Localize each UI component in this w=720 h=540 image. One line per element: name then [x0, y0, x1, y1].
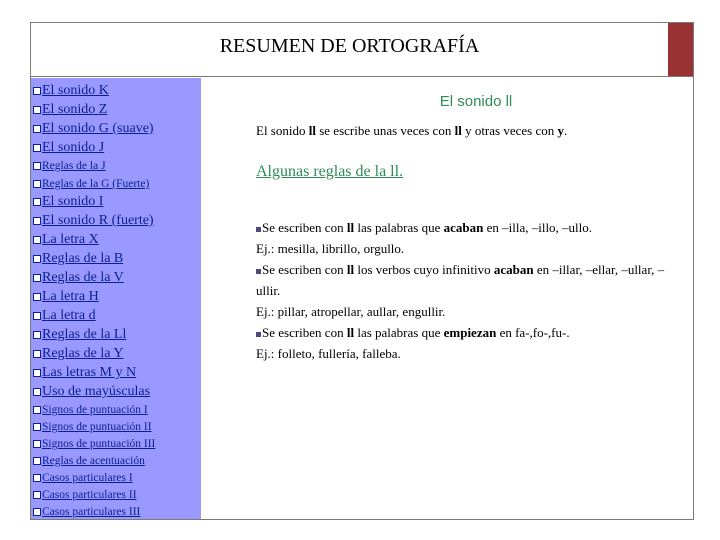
sidebar-item-mayusculas[interactable]: Uso de mayúsculas [33, 384, 150, 400]
sidebar-item-sonido-k[interactable]: El sonido K [33, 83, 109, 99]
sidebar-item-letra-x[interactable]: La letra X [33, 232, 99, 248]
sidebar-item-puntuacion-3[interactable]: Signos de puntuación III [33, 438, 155, 450]
checkbox-bullet-icon [33, 236, 41, 244]
checkbox-bullet-icon [33, 369, 41, 377]
square-bullet-icon [256, 227, 261, 232]
checkbox-bullet-icon [33, 440, 41, 448]
checkbox-bullet-icon [33, 457, 41, 465]
rule-example: Ej.: folleto, fullería, falleba. [256, 346, 401, 361]
rules-list [256, 217, 676, 364]
sidebar-item-reglas-b[interactable]: Reglas de la B [33, 251, 123, 267]
rule-item: Se escriben con ll los verbos cuyo infinitivo acaban en –illar, –ellar, –ullar, –ullir. [256, 262, 665, 298]
checkbox-bullet-icon [33, 87, 41, 95]
checkbox-bullet-icon [33, 508, 41, 516]
title-bar [31, 23, 693, 77]
sidebar [31, 78, 201, 519]
rule-item: Se escriben con ll las palabras que acaban en –illa, –illo, –ullo. [256, 217, 676, 238]
checkbox-bullet-icon [33, 274, 41, 282]
sidebar-item-letra-h[interactable]: La letra H [33, 289, 99, 305]
square-bullet-icon [256, 269, 261, 274]
sidebar-item-sonido-i[interactable]: El sonido I [33, 194, 103, 210]
checkbox-bullet-icon [33, 293, 41, 301]
sidebar-item-sonido-j[interactable]: El sonido J [33, 140, 104, 156]
checkbox-bullet-icon [33, 125, 41, 133]
checkbox-bullet-icon [33, 312, 41, 320]
checkbox-bullet-icon [33, 255, 41, 263]
sidebar-item-reglas-y[interactable]: Reglas de la Y [33, 346, 124, 362]
checkbox-bullet-icon [33, 162, 41, 170]
checkbox-bullet-icon [33, 106, 41, 114]
title-accent-block [668, 23, 693, 77]
checkbox-bullet-icon [33, 388, 41, 396]
sidebar-item-casos-1[interactable]: Casos particulares I [33, 472, 133, 484]
checkbox-bullet-icon [33, 406, 41, 414]
sidebar-item-puntuacion-1[interactable]: Signos de puntuación I [33, 404, 148, 416]
intro-text: El sonido ll se escribe unas veces con ll y otras veces con y. [256, 123, 568, 138]
slide-frame [30, 22, 694, 520]
sidebar-item-puntuacion-2[interactable]: Signos de puntuación II [33, 421, 152, 433]
checkbox-bullet-icon [33, 144, 41, 152]
checkbox-bullet-icon [33, 474, 41, 482]
rule-example: Ej.: mesilla, librillo, orgullo. [256, 241, 405, 256]
page-title: RESUMEN DE ORTOGRAFÍA [219, 35, 480, 57]
sidebar-item-acentuacion[interactable]: Reglas de acentuación [33, 455, 145, 467]
sidebar-item-reglas-j[interactable]: Reglas de la J [33, 160, 106, 172]
checkbox-bullet-icon [33, 180, 41, 188]
checkbox-bullet-icon [33, 217, 41, 225]
sidebar-item-sonido-z[interactable]: El sonido Z [33, 102, 107, 118]
sidebar-item-letra-d[interactable]: La letra d [33, 308, 96, 324]
sidebar-item-casos-3[interactable]: Casos particulares III [33, 506, 140, 518]
title-divider [31, 76, 693, 77]
checkbox-bullet-icon [33, 331, 41, 339]
square-bullet-icon [256, 332, 261, 337]
checkbox-bullet-icon [33, 350, 41, 358]
rules-subheading: Algunas reglas de la ll. [256, 163, 404, 180]
checkbox-bullet-icon [33, 198, 41, 206]
section-heading: El sonido ll [439, 93, 513, 110]
sidebar-item-reglas-v[interactable]: Reglas de la V [33, 270, 124, 286]
sidebar-item-reglas-g[interactable]: Reglas de la G (Fuerte) [33, 178, 149, 190]
sidebar-item-sonido-g[interactable]: El sonido G (suave) [33, 121, 154, 137]
rule-example: Ej.: pillar, atropellar, aullar, engullir. [256, 304, 446, 319]
rule-item: Se escriben con ll las palabras que empiezan en fa-,fo-,fu-. [256, 322, 676, 343]
sidebar-item-reglas-ll[interactable]: Reglas de la Ll [33, 327, 126, 343]
sidebar-item-sonido-r[interactable]: El sonido R (fuerte) [33, 213, 154, 229]
checkbox-bullet-icon [33, 423, 41, 431]
sidebar-item-casos-2[interactable]: Casos particulares II [33, 489, 137, 501]
checkbox-bullet-icon [33, 491, 41, 499]
sidebar-item-letras-m-n[interactable]: Las letras M y N [33, 365, 136, 381]
